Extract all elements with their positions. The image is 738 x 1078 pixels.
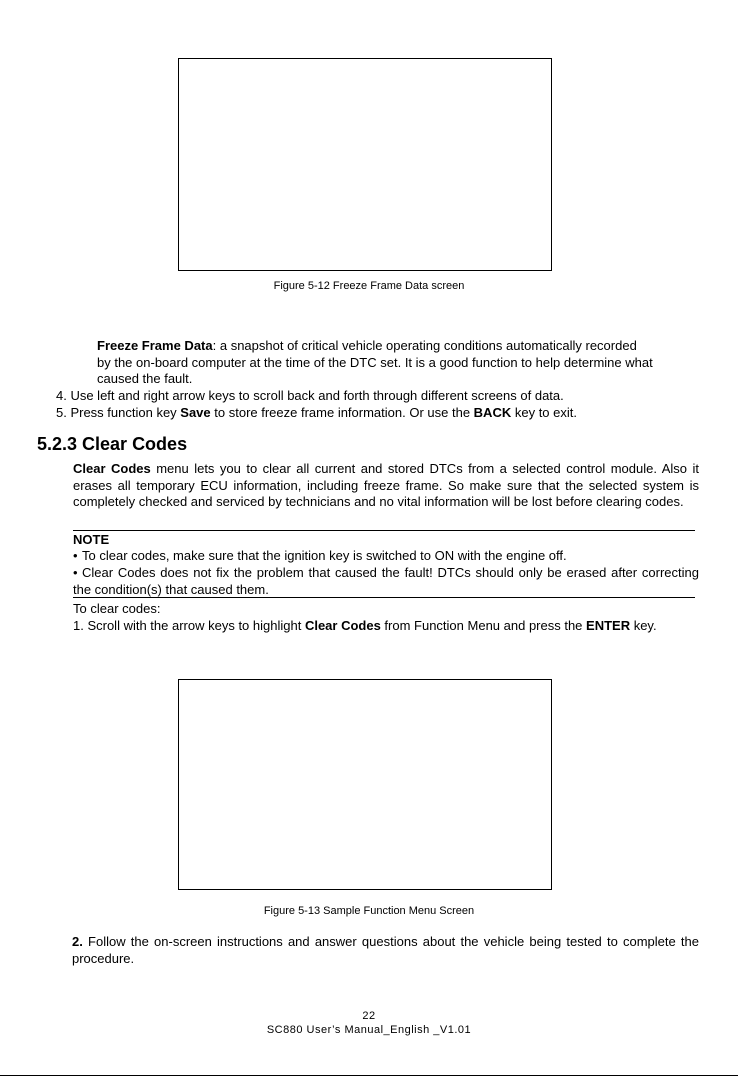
procedure-intro: To clear codes: <box>73 601 161 616</box>
clear-codes-intro: Clear Codes menu lets you to clear all current and stored DTCs from a selected control module. Also it erases all temporary ECU information, including freeze frame. So make sure that the selected system is completely checked and serviced by technicians and no vital information will be lost before clearing codes. <box>73 461 699 509</box>
procedure-step-2: 2. Follow the on-screen instructions and answer questions about the vehicle being tested to complete the procedure. <box>72 934 699 966</box>
note-title: NOTE <box>73 532 110 547</box>
procedure-step-1: 1. Scroll with the arrow keys to highlight Clear Codes from Function Menu and press the ENTER key. <box>73 617 657 633</box>
note-item-1: • To clear codes, make sure that the ignition key is switched to ON with the engine off. <box>73 548 567 563</box>
bullet-icon: • <box>73 565 78 580</box>
figure-5-12-screen <box>178 58 552 271</box>
figure-5-13-screen <box>178 679 552 890</box>
page-number: 22 <box>362 1010 376 1022</box>
figure-5-13-caption: Figure 5-13 Sample Function Menu Screen <box>263 905 475 917</box>
note-bottom-rule <box>73 597 695 598</box>
step-4: 4. Use left and right arrow keys to scroll back and forth through different screens of data. <box>56 388 564 403</box>
step-5: 5. Press function key Save to store freeze frame information. Or use the BACK key to exit. <box>56 404 577 420</box>
note-top-rule <box>73 530 695 531</box>
figure-5-12-caption: Figure 5-12 Freeze Frame Data screen <box>273 280 465 292</box>
manual-footer: SC880 User’s Manual_English _V1.01 <box>266 1024 472 1036</box>
bullet-icon: • <box>73 548 78 563</box>
procedure <box>73 601 713 634</box>
freeze-frame-definition: Freeze Frame Data: a snapshot of critical vehicle operating conditions automatically recorded by the on-board computer at the time of the DTC set. It is a good function to help determine what caused the fault. <box>97 338 653 386</box>
page-bottom-rule <box>0 1075 738 1076</box>
note-item-2: • Clear Codes does not fix the problem that caused the fault! DTCs should only be erased after correcting the condition(s) that caused them. <box>73 565 699 597</box>
section-heading: 5.2.3 Clear Codes <box>37 434 188 454</box>
freeze-frame-steps <box>56 388 706 421</box>
freeze-frame-term: Freeze Frame Data <box>97 338 213 353</box>
